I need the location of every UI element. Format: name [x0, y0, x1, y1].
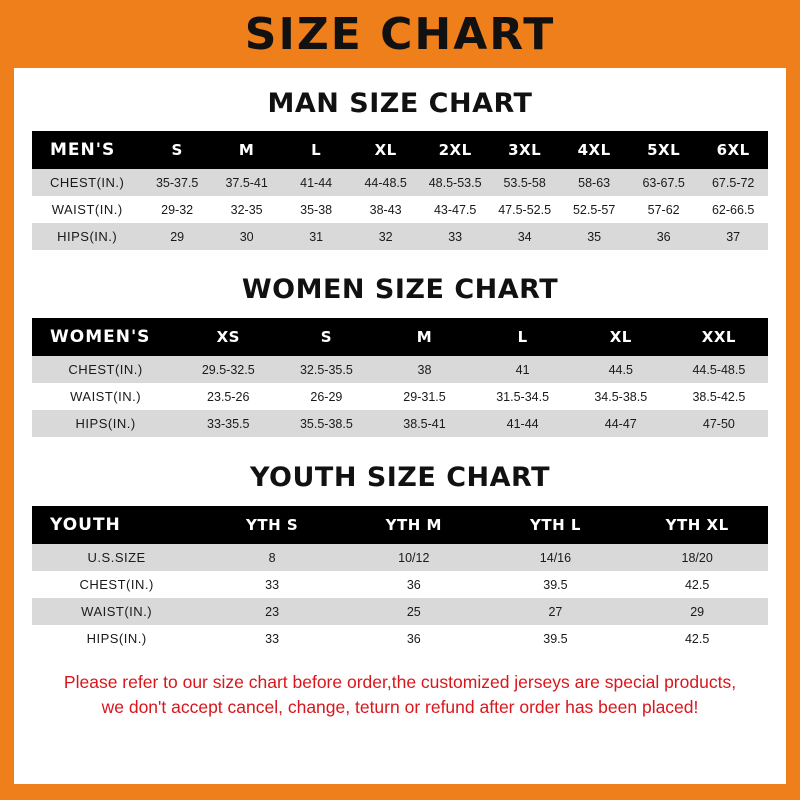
table-row [32, 625, 768, 652]
row-label: CHEST(IN.) [32, 356, 179, 383]
cell: 27 [485, 598, 627, 625]
women-col-1: S [277, 318, 375, 356]
youth-col-0: YTH S [201, 506, 343, 544]
cell: 35-37.5 [142, 169, 212, 196]
footer-line-1: Please refer to our size chart before order,the customized jerseys are special products, [63, 672, 737, 692]
cell: 67.5-72 [698, 169, 768, 196]
youth-table-body [32, 544, 768, 652]
cell: 32-35 [212, 196, 282, 223]
cell: 44.5-48.5 [670, 356, 768, 383]
row-label: HIPS(IN.) [32, 625, 201, 652]
cell: 14/16 [485, 544, 627, 571]
row-label: HIPS(IN.) [32, 223, 142, 250]
table-row [32, 356, 768, 383]
cell: 48.5-53.5 [420, 169, 490, 196]
row-label: WAIST(IN.) [32, 383, 179, 410]
row-label: HIPS(IN.) [32, 410, 179, 437]
men-table-header [32, 131, 768, 169]
cell: 35 [559, 223, 629, 250]
men-col-2: L [281, 131, 351, 169]
table-row [32, 383, 768, 410]
cell: 44.5 [572, 356, 670, 383]
page-title: SIZE CHART [244, 8, 556, 60]
men-col-4: 2XL [420, 131, 490, 169]
cell: 35.5-38.5 [277, 410, 375, 437]
cell: 41 [474, 356, 572, 383]
youth-col-3: YTH XL [626, 506, 768, 544]
women-col-2: M [375, 318, 473, 356]
youth-table-header [32, 506, 768, 544]
cell: 62-66.5 [698, 196, 768, 223]
cell: 36 [629, 223, 699, 250]
table-row [32, 598, 768, 625]
men-col-6: 4XL [559, 131, 629, 169]
cell: 39.5 [485, 625, 627, 652]
women-section-title: WOMEN SIZE CHART [241, 274, 559, 305]
cell: 36 [343, 625, 485, 652]
row-label: WAIST(IN.) [32, 196, 142, 223]
table-row [32, 169, 768, 196]
bottom-band [0, 784, 800, 800]
cell: 33 [201, 625, 343, 652]
row-label: U.S.SIZE [32, 544, 201, 571]
women-col-0: XS [179, 318, 277, 356]
cell: 31.5-34.5 [474, 383, 572, 410]
cell: 10/12 [343, 544, 485, 571]
cell: 57-62 [629, 196, 699, 223]
women-col-3: L [474, 318, 572, 356]
cell: 26-29 [277, 383, 375, 410]
youth-col-1: YTH M [343, 506, 485, 544]
cell: 33 [420, 223, 490, 250]
cell: 37 [698, 223, 768, 250]
cell: 33-35.5 [179, 410, 277, 437]
table-header-row [32, 318, 768, 356]
men-col-8: 6XL [698, 131, 768, 169]
cell: 29 [626, 598, 768, 625]
cell: 47-50 [670, 410, 768, 437]
cell: 18/20 [626, 544, 768, 571]
cell: 31 [281, 223, 351, 250]
cell: 35-38 [281, 196, 351, 223]
table-header-row [32, 131, 768, 169]
cell: 44-47 [572, 410, 670, 437]
men-section-title: MAN SIZE CHART [267, 88, 533, 119]
cell: 43-47.5 [420, 196, 490, 223]
cell: 38-43 [351, 196, 421, 223]
cell: 42.5 [626, 625, 768, 652]
cell: 34 [490, 223, 560, 250]
men-header-label: MEN'S [32, 131, 142, 169]
cell: 52.5-57 [559, 196, 629, 223]
women-table-body [32, 356, 768, 437]
header-band [0, 0, 800, 68]
women-col-4: XL [572, 318, 670, 356]
youth-col-2: YTH L [485, 506, 627, 544]
cell: 41-44 [474, 410, 572, 437]
table-row [32, 196, 768, 223]
youth-section-title: YOUTH SIZE CHART [249, 462, 551, 493]
women-header-label: WOMEN'S [32, 318, 179, 356]
cell: 38.5-42.5 [670, 383, 768, 410]
men-table-body [32, 169, 768, 250]
cell: 8 [201, 544, 343, 571]
men-col-7: 5XL [629, 131, 699, 169]
cell: 33 [201, 571, 343, 598]
men-size-table [32, 131, 768, 250]
cell: 58-63 [559, 169, 629, 196]
cell: 47.5-52.5 [490, 196, 560, 223]
footer-line-2: we don't accept cancel, change, teturn or refund after order has been placed! [101, 697, 699, 718]
cell: 32 [351, 223, 421, 250]
table-row [32, 410, 768, 437]
cell: 29-31.5 [375, 383, 473, 410]
cell: 29 [142, 223, 212, 250]
cell: 32.5-35.5 [277, 356, 375, 383]
cell: 44-48.5 [351, 169, 421, 196]
cell: 23.5-26 [179, 383, 277, 410]
table-row [32, 223, 768, 250]
cell: 63-67.5 [629, 169, 699, 196]
footer-note [32, 670, 768, 721]
women-col-5: XXL [670, 318, 768, 356]
cell: 38 [375, 356, 473, 383]
row-label: WAIST(IN.) [32, 598, 201, 625]
women-table-header [32, 318, 768, 356]
cell: 41-44 [281, 169, 351, 196]
men-col-3: XL [351, 131, 421, 169]
cell: 39.5 [485, 571, 627, 598]
youth-header-label: YOUTH [32, 506, 201, 544]
cell: 38.5-41 [375, 410, 473, 437]
chart-content [14, 88, 786, 721]
table-row [32, 571, 768, 598]
men-col-1: M [212, 131, 282, 169]
cell: 34.5-38.5 [572, 383, 670, 410]
cell: 29-32 [142, 196, 212, 223]
row-label: CHEST(IN.) [32, 169, 142, 196]
cell: 37.5-41 [212, 169, 282, 196]
cell: 36 [343, 571, 485, 598]
men-col-5: 3XL [490, 131, 560, 169]
cell: 42.5 [626, 571, 768, 598]
table-header-row [32, 506, 768, 544]
cell: 25 [343, 598, 485, 625]
table-row [32, 544, 768, 571]
cell: 53.5-58 [490, 169, 560, 196]
cell: 29.5-32.5 [179, 356, 277, 383]
youth-size-table [32, 506, 768, 652]
men-col-0: S [142, 131, 212, 169]
women-size-table [32, 318, 768, 437]
cell: 23 [201, 598, 343, 625]
cell: 30 [212, 223, 282, 250]
row-label: CHEST(IN.) [32, 571, 201, 598]
